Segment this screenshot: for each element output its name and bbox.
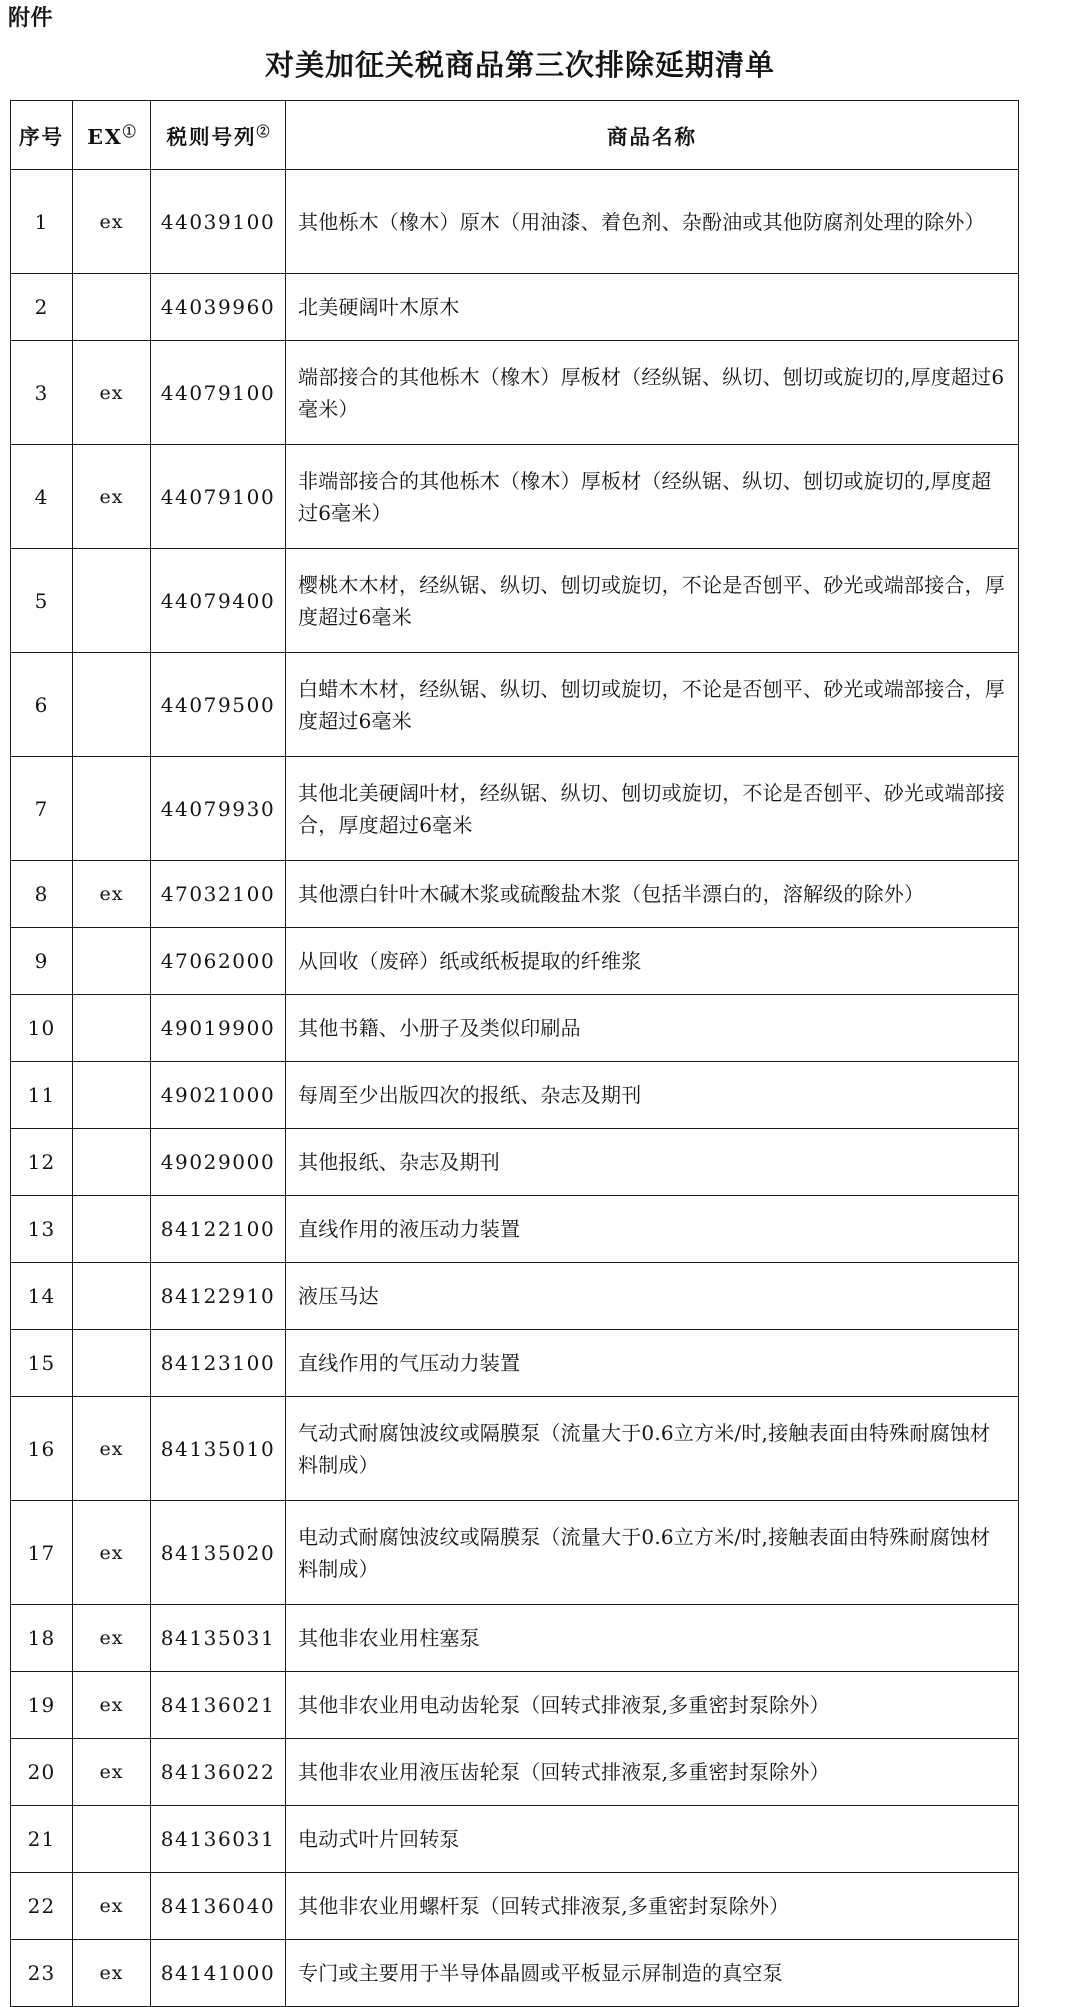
- cell-commodity-description: 其他非农业用液压齿轮泵（回转式排液泵,多重密封泵除外）: [286, 1739, 1019, 1806]
- cell-sequence-number: 23: [11, 1940, 73, 2007]
- cell-tariff-code: 47032100: [151, 861, 286, 928]
- cell-commodity-description: 直线作用的液压动力装置: [286, 1196, 1019, 1263]
- table-row: [11, 445, 1019, 549]
- cell-sequence-number: 3: [11, 341, 73, 445]
- cell-commodity-description: 非端部接合的其他栎木（橡木）厚板材（经纵锯、纵切、刨切或旋切的,厚度超过6毫米）: [286, 445, 1019, 549]
- table-row: [11, 1739, 1019, 1806]
- table-row: [11, 1129, 1019, 1196]
- cell-commodity-description: 其他漂白针叶木碱木浆或硫酸盐木浆（包括半漂白的，溶解级的除外）: [286, 861, 1019, 928]
- table-row: [11, 1672, 1019, 1739]
- cell-commodity-description: 其他北美硬阔叶材，经纵锯、纵切、刨切或旋切，不论是否刨平、砂光或端部接合，厚度超过6毫米: [286, 757, 1019, 861]
- cell-tariff-code: 44079400: [151, 549, 286, 653]
- cell-sequence-number: 9: [11, 928, 73, 995]
- cell-tariff-code: 84122100: [151, 1196, 286, 1263]
- table-row: [11, 861, 1019, 928]
- column-header-desc-label: 商品名称: [607, 125, 697, 149]
- column-header-ex: [73, 101, 151, 170]
- table-header-row: [11, 101, 1019, 170]
- cell-commodity-description: 其他非农业用螺杆泵（回转式排液泵,多重密封泵除外）: [286, 1873, 1019, 1940]
- cell-tariff-code: 49029000: [151, 1129, 286, 1196]
- cell-commodity-description: 电动式耐腐蚀波纹或隔膜泵（流量大于0.6立方米/时,接触表面由特殊耐腐蚀材料制成）: [286, 1501, 1019, 1605]
- cell-commodity-description: 其他非农业用电动齿轮泵（回转式排液泵,多重密封泵除外）: [286, 1672, 1019, 1739]
- table-row: [11, 1330, 1019, 1397]
- cell-tariff-code: 44079100: [151, 341, 286, 445]
- cell-tariff-code: 84135010: [151, 1397, 286, 1501]
- cell-tariff-code: 44039960: [151, 274, 286, 341]
- cell-tariff-code: 84135031: [151, 1605, 286, 1672]
- table-row: [11, 274, 1019, 341]
- column-header-ex-label: EX: [87, 124, 123, 149]
- cell-ex-marker: ex: [73, 1397, 151, 1501]
- cell-sequence-number: 5: [11, 549, 73, 653]
- cell-commodity-description: 直线作用的气压动力装置: [286, 1330, 1019, 1397]
- cell-ex-marker: ex: [73, 445, 151, 549]
- table-row: [11, 653, 1019, 757]
- cell-tariff-code: 84136021: [151, 1672, 286, 1739]
- table-row: [11, 1196, 1019, 1263]
- cell-tariff-code: 44079100: [151, 445, 286, 549]
- table-row: [11, 1806, 1019, 1873]
- column-header-code-label: 税则号列: [166, 125, 257, 149]
- cell-sequence-number: 18: [11, 1605, 73, 1672]
- cell-tariff-code: 84141000: [151, 1940, 286, 2007]
- table-row: [11, 757, 1019, 861]
- cell-tariff-code: 84136040: [151, 1873, 286, 1940]
- cell-sequence-number: 14: [11, 1263, 73, 1330]
- table-body: [11, 170, 1019, 2007]
- cell-commodity-description: 白蜡木木材，经纵锯、纵切、刨切或旋切，不论是否刨平、砂光或端部接合，厚度超过6毫米: [286, 653, 1019, 757]
- cell-sequence-number: 17: [11, 1501, 73, 1605]
- cell-ex-marker: ex: [73, 1873, 151, 1940]
- column-header-ex-superscript: ①: [122, 125, 136, 141]
- tariff-exclusion-table: [10, 100, 1019, 2007]
- table-row: [11, 1873, 1019, 1940]
- table-row: [11, 549, 1019, 653]
- cell-tariff-code: 84122910: [151, 1263, 286, 1330]
- cell-ex-marker: [73, 995, 151, 1062]
- cell-commodity-description: 每周至少出版四次的报纸、杂志及期刊: [286, 1062, 1019, 1129]
- cell-sequence-number: 6: [11, 653, 73, 757]
- cell-commodity-description: 樱桃木木材，经纵锯、纵切、刨切或旋切，不论是否刨平、砂光或端部接合，厚度超过6毫米: [286, 549, 1019, 653]
- column-header-seq-label: 序号: [19, 125, 64, 149]
- cell-ex-marker: ex: [73, 170, 151, 274]
- cell-sequence-number: 1: [11, 170, 73, 274]
- tariff-exclusion-table-container: [10, 100, 1018, 2007]
- cell-ex-marker: [73, 1129, 151, 1196]
- cell-tariff-code: 47062000: [151, 928, 286, 995]
- cell-ex-marker: [73, 1806, 151, 1873]
- page-title: 对美加征关税商品第三次排除延期清单: [264, 48, 775, 82]
- cell-sequence-number: 7: [11, 757, 73, 861]
- cell-sequence-number: 20: [11, 1739, 73, 1806]
- cell-sequence-number: 16: [11, 1397, 73, 1501]
- cell-ex-marker: [73, 653, 151, 757]
- cell-sequence-number: 11: [11, 1062, 73, 1129]
- table-row: [11, 1605, 1019, 1672]
- cell-commodity-description: 端部接合的其他栎木（橡木）厚板材（经纵锯、纵切、刨切或旋切的,厚度超过6毫米）: [286, 341, 1019, 445]
- cell-commodity-description: 电动式叶片回转泵: [286, 1806, 1019, 1873]
- cell-sequence-number: 10: [11, 995, 73, 1062]
- cell-sequence-number: 2: [11, 274, 73, 341]
- cell-tariff-code: 49019900: [151, 995, 286, 1062]
- cell-ex-marker: [73, 928, 151, 995]
- table-row: [11, 1501, 1019, 1605]
- cell-ex-marker: [73, 1196, 151, 1263]
- cell-ex-marker: [73, 274, 151, 341]
- cell-commodity-description: 其他非农业用柱塞泵: [286, 1605, 1019, 1672]
- cell-ex-marker: [73, 757, 151, 861]
- cell-commodity-description: 液压马达: [286, 1263, 1019, 1330]
- table-row: [11, 1397, 1019, 1501]
- cell-tariff-code: 44079500: [151, 653, 286, 757]
- cell-tariff-code: 84123100: [151, 1330, 286, 1397]
- table-row: [11, 995, 1019, 1062]
- cell-ex-marker: ex: [73, 1501, 151, 1605]
- cell-commodity-description: 其他栎木（橡木）原木（用油漆、着色剂、杂酚油或其他防腐剂处理的除外）: [286, 170, 1019, 274]
- cell-commodity-description: 其他书籍、小册子及类似印刷品: [286, 995, 1019, 1062]
- cell-tariff-code: 84135020: [151, 1501, 286, 1605]
- cell-ex-marker: ex: [73, 1672, 151, 1739]
- cell-ex-marker: ex: [73, 861, 151, 928]
- column-header-code-superscript: ②: [256, 125, 270, 141]
- cell-ex-marker: ex: [73, 341, 151, 445]
- cell-sequence-number: 12: [11, 1129, 73, 1196]
- cell-sequence-number: 8: [11, 861, 73, 928]
- cell-ex-marker: ex: [73, 1605, 151, 1672]
- column-header-desc: [286, 101, 1019, 170]
- cell-ex-marker: [73, 1330, 151, 1397]
- cell-tariff-code: 49021000: [151, 1062, 286, 1129]
- column-header-seq: [11, 101, 73, 170]
- cell-commodity-description: 气动式耐腐蚀波纹或隔膜泵（流量大于0.6立方米/时,接触表面由特殊耐腐蚀材料制成）: [286, 1397, 1019, 1501]
- table-row: [11, 1263, 1019, 1330]
- table-row: [11, 170, 1019, 274]
- cell-commodity-description: 专门或主要用于半导体晶圆或平板显示屏制造的真空泵: [286, 1940, 1019, 2007]
- cell-ex-marker: ex: [73, 1739, 151, 1806]
- cell-sequence-number: 19: [11, 1672, 73, 1739]
- column-header-code: [151, 101, 286, 170]
- cell-sequence-number: 21: [11, 1806, 73, 1873]
- cell-sequence-number: 22: [11, 1873, 73, 1940]
- table-row: [11, 1940, 1019, 2007]
- cell-commodity-description: 北美硬阔叶木原木: [286, 274, 1019, 341]
- cell-tariff-code: 84136031: [151, 1806, 286, 1873]
- cell-commodity-description: 其他报纸、杂志及期刊: [286, 1129, 1019, 1196]
- table-row: [11, 1062, 1019, 1129]
- table-row: [11, 928, 1019, 995]
- cell-commodity-description: 从回收（废碎）纸或纸板提取的纤维浆: [286, 928, 1019, 995]
- cell-tariff-code: 84136022: [151, 1739, 286, 1806]
- cell-sequence-number: 13: [11, 1196, 73, 1263]
- table-header: [11, 101, 1019, 170]
- cell-ex-marker: [73, 549, 151, 653]
- cell-ex-marker: ex: [73, 1940, 151, 2007]
- cell-sequence-number: 15: [11, 1330, 73, 1397]
- cell-tariff-code: 44079930: [151, 757, 286, 861]
- cell-sequence-number: 4: [11, 445, 73, 549]
- cell-tariff-code: 44039100: [151, 170, 286, 274]
- table-row: [11, 341, 1019, 445]
- attachment-label: 附件: [8, 6, 54, 31]
- cell-ex-marker: [73, 1263, 151, 1330]
- cell-ex-marker: [73, 1062, 151, 1129]
